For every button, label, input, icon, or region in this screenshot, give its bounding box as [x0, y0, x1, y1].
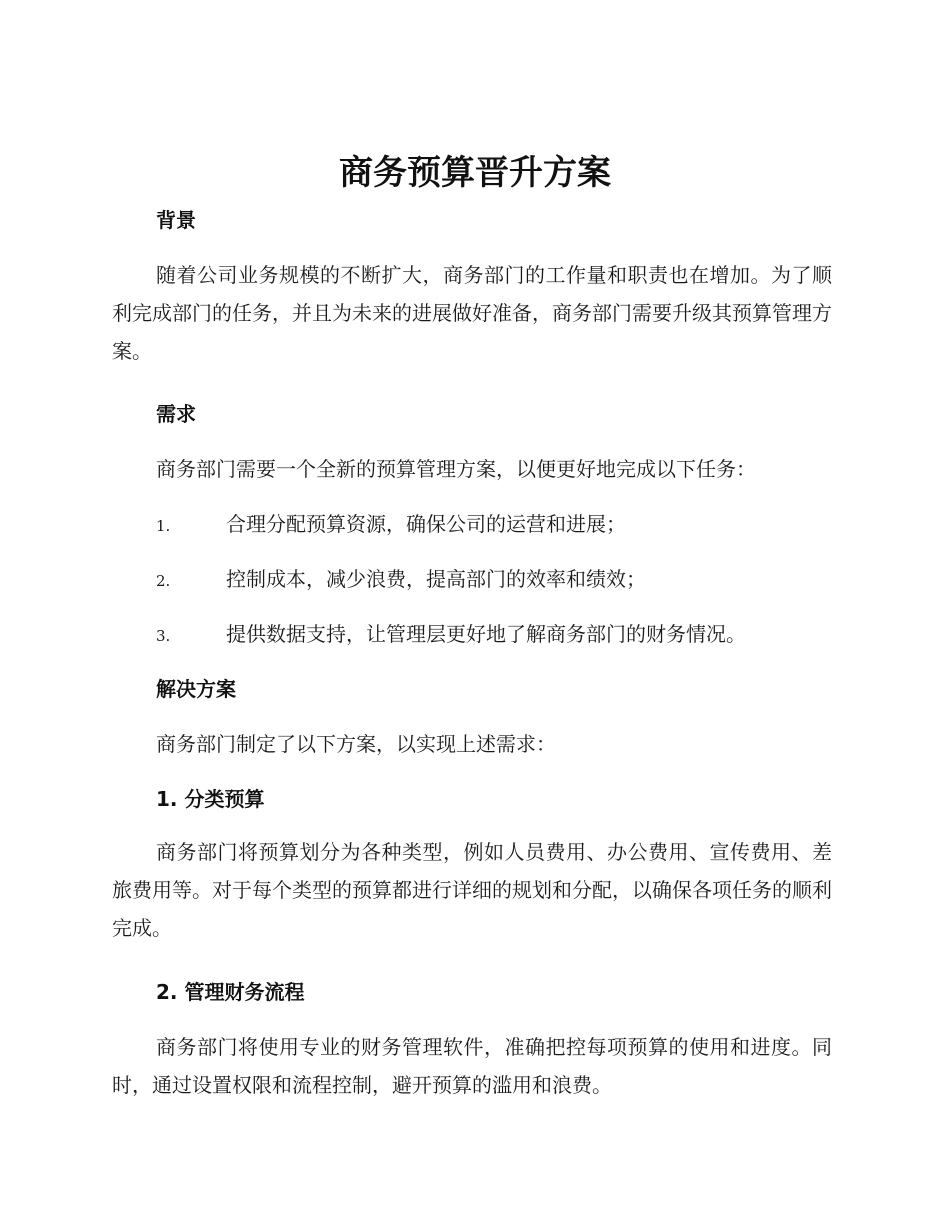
list-item-text: 提供数据支持，让管理层更好地了解商务部门的财务情况。 [226, 622, 746, 646]
section-heading-solution: 解决方案 [156, 677, 236, 701]
requirements-intro: 商务部门需要一个全新的预算管理方案，以便更好地完成以下任务： [156, 457, 756, 481]
list-item-number: 3. [156, 627, 171, 645]
subsection-heading-categorized-budget: 1. 分类预算 [156, 787, 265, 811]
list-item-number: 2. [156, 572, 171, 590]
subsection-heading-finance-process: 2. 管理财务流程 [156, 980, 305, 1004]
finance-process-paragraph: 商务部门将使用专业的财务管理软件，准确把控每项预算的使用和进度。同时，通过设置权限和流程控制，避开预算的滥用和浪费。 [112, 1035, 832, 1097]
document-title: 商务预算晋升方案 [339, 153, 611, 193]
list-item [156, 620, 746, 650]
list-item-text: 合理分配预算资源，确保公司的运营和进展； [226, 512, 626, 536]
section-heading-background: 背景 [156, 208, 196, 232]
section-heading-requirements: 需求 [156, 402, 196, 426]
solution-intro: 商务部门制定了以下方案，以实现上述需求： [156, 732, 556, 756]
list-item [156, 565, 646, 595]
list-item-number: 1. [156, 517, 171, 535]
list-item-text: 控制成本，减少浪费，提高部门的效率和绩效； [226, 567, 646, 591]
list-item [156, 510, 626, 540]
categorized-budget-paragraph: 商务部门将预算划分为各种类型，例如人员费用、办公费用、宣传费用、差旅费用等。对于每个类型的预算都进行详细的规划和分配，以确保各项任务的顺利完成。 [112, 840, 832, 940]
background-paragraph: 随着公司业务规模的不断扩大，商务部门的工作量和职责也在增加。为了顺利完成部门的任务，并且为未来的进展做好准备，商务部门需要升级其预算管理方案。 [112, 263, 832, 363]
